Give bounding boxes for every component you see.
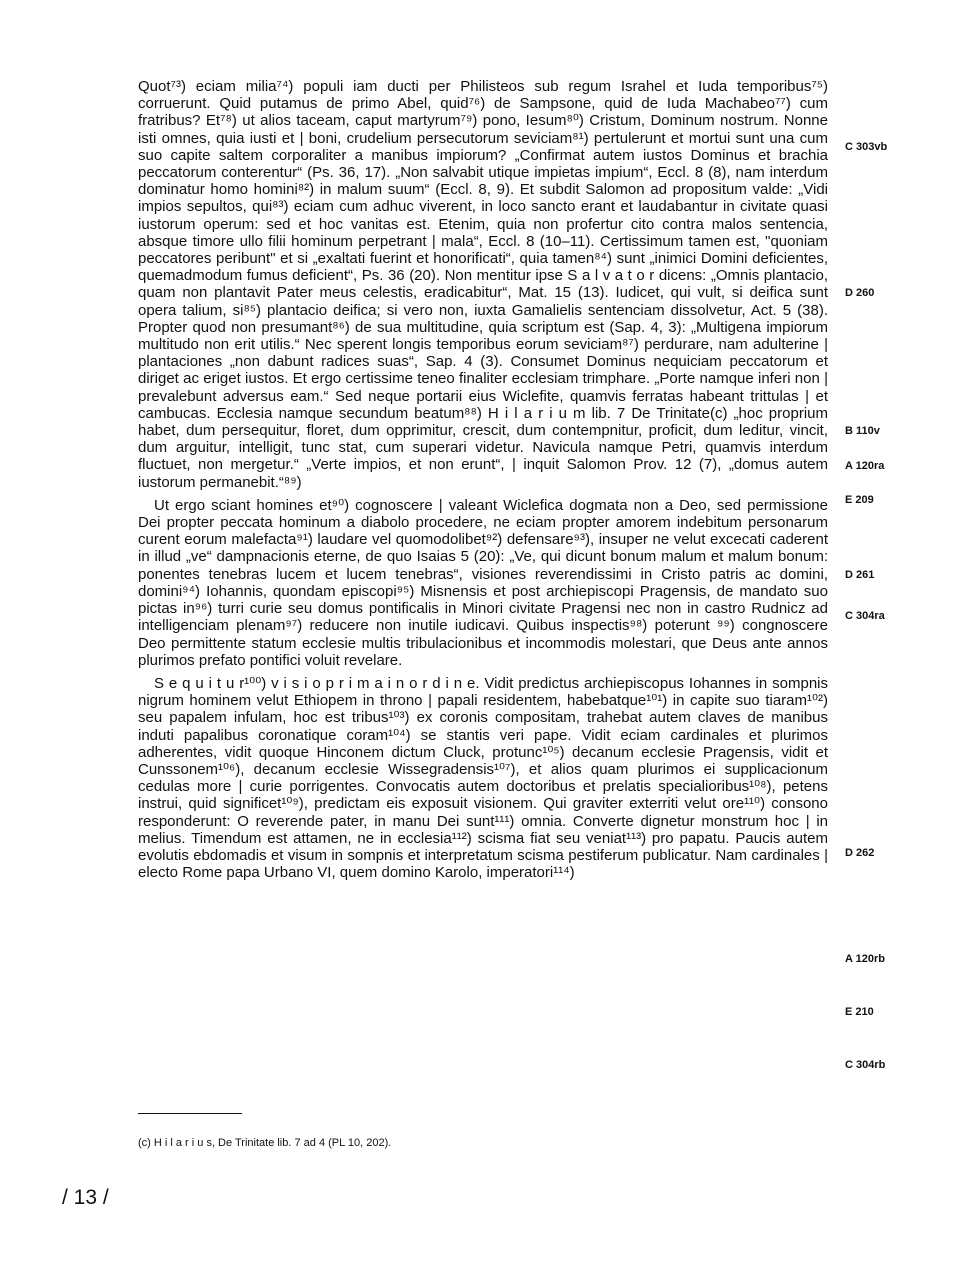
margin-note-c303vb: C 303vb bbox=[845, 141, 888, 153]
margin-note-e210: E 210 bbox=[845, 1006, 874, 1018]
margin-note-c304rb: C 304rb bbox=[845, 1059, 886, 1071]
margin-note-c304ra: C 304ra bbox=[845, 610, 885, 622]
paragraph-3: S e q u i t u r¹⁰⁰) v i s i o p r i m a i n o r d i n e. Vidit predictus archiepiscopus Iohannes in sompnis nigrum hominem velut Ethiopem in throno | papali residentem, habebatque¹⁰¹) in capite suo tiaram¹⁰²) seu papalem infulam, hoc est tribus¹⁰³) ex coronis compositam, trahebat autem claves de manibus induti papalibus coronatique coram¹⁰⁴) se stantis veri pape. Vidit eciam cardinales et plurimos adherentes, vidit quoque Hinconem dictum Cluck, protunc¹⁰⁵) decanum ecclesie Pragensis, vidit et Cunssonem¹⁰⁶), decanum ecclesie Wissegradensis¹⁰⁷), et alios quam plurimos ei supplicacionum cedulas more | curie porrigentes. Convocatis autem doctoribus et prelatis specialioribus¹⁰⁸), petens instrui, quid significet¹⁰⁹), predictam eis exposuit visionem. Qui graviter exterriti velut ore¹¹⁰) consono responderunt: O reverende pater, in manu Dei sunt¹¹¹) omnia. Converte dignetur monstrum hoc | in melius. Timendum est attamen, ne in ecclesia¹¹²) scisma fiat seu veniat¹¹³) pro papatu. Paucis autem evolutis ebdomadis et visum in sompnis et interpretatum scisma pestiferum publicatur. Nam cardinales | electo Rome papa Urbano VI, quem domino Karolo, imperatori¹¹⁴) bbox=[138, 674, 828, 882]
paragraph-1: Quot⁷³) eciam milia⁷⁴) populi iam ducti per Philisteos sub regum Israhel et Iuda temporibus⁷⁵) corruerunt. Quid putamus de primo Abel, quid⁷⁶) de Sampsone, quid de Iuda Machabeo⁷⁷) cum fratribus? Et⁷⁸) ut alios taceam, caput martyrum⁷⁹) pono, Iesum⁸⁰) Cristum, Dominum nostrum. Nonne isti omnes, quia iusti et | boni, crudelium persecutorum seviciam⁸¹) pertulerunt et mortui sunt una cum suo capite saltem corporaliter a manibus impiorum? „Confirmat autem iustos Dominus et brachia peccatorum conterentur“ (Ps. 36, 17). „Non salvabit utique impietas impium“, Eccl. 8 (8), nam interdum dominatur homo homini⁸²) in malum suum“ (Eccl. 8, 9). Et subdit Salomon ad propositum valde: „Vidi impios sepultos, qui⁸³) eciam cum adhuc viverent, in loco sancto erant et laudabantur in civitate quasi iustorum operum: sed et hoc vanitas est. Etenim, quia non profertur cito contra malos sentencia, absque timore ullo filii hominum perpetrant | mala“, Eccl. 8 (10–11). Certissimum tamen est, "quoniam peccatores peribunt" et si „exaltati fuerint et honorificati“, quia tamen⁸⁴) sunt „inimici Domini deficientes, quemadmodum fumus deficient“, Ps. 36 (20). Non mentitur ipse S a l v a t o r dicens: „Omnis plantacio, quam non plantavit Pater meus celestis, eradicabitur“, Mat. 15 (13). Iudicet, qui vult, si deifica sunt opera talium, si⁸⁵) plantacio deifica; si vero non, iuxta Gamalielis sentenciam dissolvetur, Act. 5 (38). Propter quod non presumant⁸⁶) de sua multitudine, quia scriptum est (Sap. 4, 3): „Multigena impiorum multitudo non erit utilis.“ Nec sperent longis temporibus eorum seviciam⁸⁷) perdurare, nam adulterine | plantaciones „non dabunt radices suas“, Sap. 4 (3). Consumet Dominus nequiciam peccatorum et diriget ac eriget iustos. Et ergo certissime teneo finaliter ecclesiam trimphare. „Porte namque inferi non | prevalebunt adversus eam.“ Sed neque portarii eius Wiclefite, quamvis ferratas habeant trittulas | et cambucas. Ecclesia namque secundum beatum⁸⁸) H i l a r i u m lib. 7 De Trinitate(c) „hoc proprium habet, dum persequitur, floret, dum opprimitur, crescit, dum contempnitur, proficit, dum leditur, vincit, dum arguitur, intelligit, tunc stat, cum superari videtur. Navicula namque Petri, quamvis interdum fluctuet, non mergetur.“ „Verte impios, et non erunt“, | inquit Salomon Prov. 12 (7), „domus autem iustorum permanebit.“⁸⁹) bbox=[138, 78, 828, 491]
main-text bbox=[138, 78, 828, 881]
margin-note-a120ra: A 120ra bbox=[845, 460, 885, 472]
footnote-divider bbox=[138, 1113, 242, 1114]
margin-note-b110v: B 110v bbox=[845, 425, 880, 437]
margin-note-e209: E 209 bbox=[845, 494, 874, 506]
margin-note-d261: D 261 bbox=[845, 569, 875, 581]
page-number: / 13 / bbox=[62, 1186, 109, 1209]
margin-note-d262: D 262 bbox=[845, 847, 875, 859]
footnote: (c) H i l a r i u s, De Trinitate lib. 7 ad 4 (PL 10, 202). bbox=[138, 1137, 392, 1149]
margin-note-d260: D 260 bbox=[845, 287, 875, 299]
paragraph-2: Ut ergo sciant homines et⁹⁰) cognoscere | valeant Wiclefica dogmata non a Deo, sed permissione Dei propter peccata hominum a diabolo procedere, ne eciam propter amorem indebitum personarum curent eorum malefacta⁹¹) laudare vel quomodolibet⁹²) defensare⁹³), insuper ne velut excecati caderent in illud „ve“ dampnacionis eterne, de quo Isaias 5 (20): „Ve, qui dicunt bonum malum et malum bonum: ponentes tenebras lucem et lucem tenebras“, visiones reverendissimi in Cristo patris ac domini, domini⁹⁴) Iohannis, quondam episcopi⁹⁵) Misnensis et post archiepiscopi Pragensis, de mandato suo pictas in⁹⁶) turri curie seu domus pontificalis in Minori civitate Pragensi nec non in castro Rudnicz ad intelligenciam plenam⁹⁷) reducere non inutile iudicavi. Quibus inspectis⁹⁸) poterunt ⁹⁹) congnoscere Deo permittente statum ecclesie multis tribulacionibus et incommodis molestari, que Deus ante annos plurimos prefato pontifici voluit revelare. bbox=[138, 496, 828, 669]
margin-note-a120rb: A 120rb bbox=[845, 953, 885, 965]
